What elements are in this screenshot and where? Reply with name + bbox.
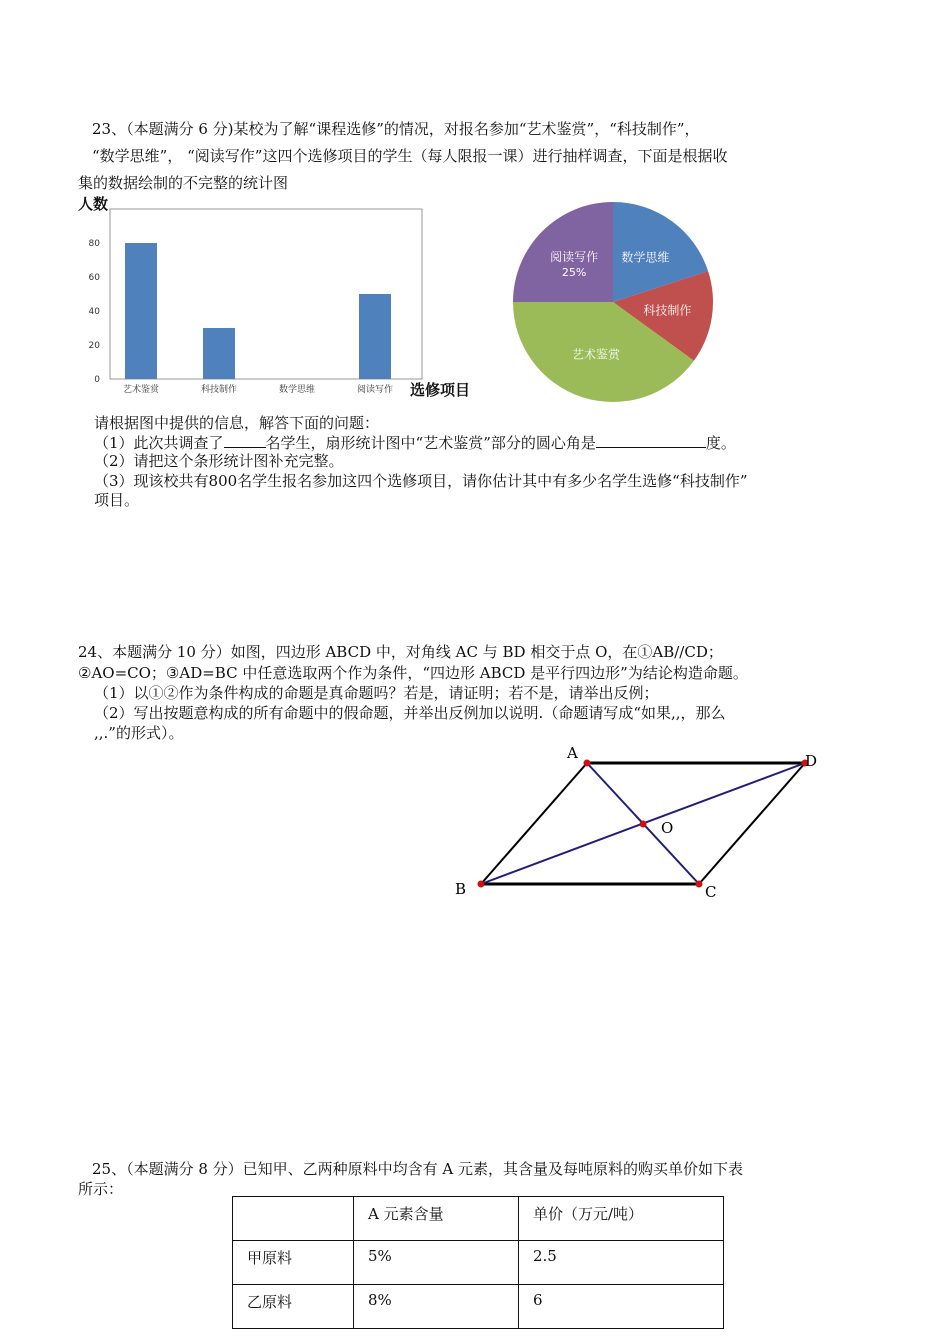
q24-line4: （2）写出按题意构成的所有命题中的假命题，并举出反例加以说明.（命题请写成“如果,,，那么 [94, 704, 726, 722]
bar-3 [359, 294, 391, 379]
bar-chart-ytick-label: 40 [88, 307, 100, 317]
q23-sub1-c: 度。 [705, 434, 736, 452]
bar-chart-yticks [89, 239, 101, 385]
answer-blank-angle[interactable] [596, 433, 706, 448]
bar-chart-ytick-label: 0 [94, 375, 100, 385]
table-cell: 甲原料 [233, 1241, 354, 1285]
label-a: A [567, 744, 578, 762]
table-cell: 2.5 [519, 1241, 724, 1285]
q23-sub1-a: （1）此次共调查了 [94, 434, 224, 452]
pie-label-0: 数学思维 [621, 250, 670, 265]
label-d: D [805, 752, 818, 770]
q24-line5: ,,.”的形式）。 [94, 724, 184, 742]
pie-label-3: 阅读写作 [550, 250, 599, 265]
table-header-cell: A 元素含量 [354, 1197, 519, 1241]
pie-label-2: 艺术鉴赏 [571, 347, 621, 362]
bar-chart-ytick-label: 80 [88, 239, 100, 249]
bar-chart-bars [125, 243, 391, 379]
q23-line1: 23、（本题满分 6 分)某校为了解“课程选修”的情况，对报名参加“艺术鉴赏”，“科技制作”， [92, 120, 700, 138]
point-b [478, 881, 485, 888]
bar-chart-ytick-label: 60 [88, 273, 100, 283]
table-header-cell [233, 1197, 354, 1241]
q23-prompt: 请根据图中提供的信息，解答下面的问题： [94, 414, 380, 432]
q23-sub2: （2）请把这个条形统计图补充完整。 [94, 452, 344, 470]
parallelogram-figure [445, 738, 835, 908]
q24-line2: ②AO=CO；③AD=BC 中任意选取两个作为条件，“四边形 ABCD 是平行四边形”为结论构造命题。 [78, 664, 748, 682]
pie-chart [505, 200, 725, 405]
bar-chart-xtick-label: 数学思维 [278, 385, 316, 395]
bar-0 [125, 243, 157, 379]
q23-line2: “数学思维”， “阅读写作”这四个选修项目的学生（每人限报一课）进行抽样调查，下面是根据收 [92, 147, 728, 165]
point-c [696, 881, 703, 888]
bar-chart-xtick-label: 科技制作 [200, 385, 238, 395]
bar-chart-ylabel: 人数 [78, 195, 109, 213]
label-b: B [455, 880, 467, 898]
table-cell: 6 [519, 1285, 724, 1329]
q23-sub1-b: 名学生，扇形统计图中“艺术鉴赏”部分的圆心角是 [265, 434, 596, 452]
pie-chart-slices [513, 202, 713, 402]
bar-chart-xticks [123, 383, 393, 395]
q23-sub3-a: （3）现该校共有800名学生报名参加这四个选修项目，请你估计其中有多少名学生选修“科技制作” [94, 472, 748, 490]
bar-chart-ytick-label: 20 [88, 341, 100, 351]
edge-cd [699, 763, 805, 884]
table-header-cell: 单价（万元/吨） [519, 1197, 724, 1241]
q24-line3: （1）以①②作为条件构成的命题是真命题吗？若是，请证明；若不是，请举出反例； [94, 684, 659, 702]
answer-blank-count[interactable] [224, 433, 266, 448]
bar-chart-xtick-label: 艺术鉴赏 [122, 385, 160, 395]
point-o [640, 821, 647, 828]
q23-sub1 [94, 433, 736, 452]
label-o: O [661, 819, 674, 837]
q25-line2: 所示： [78, 1180, 124, 1198]
materials-table [232, 1196, 724, 1329]
point-a [584, 760, 591, 767]
table-header-row [233, 1197, 724, 1241]
table-row [233, 1285, 724, 1329]
q25-line1: 25、（本题满分 8 分）已知甲、乙两种原料中均含有 A 元素，其含量及每吨原料的购买单价如下表 [92, 1160, 744, 1178]
bar-1 [203, 328, 235, 379]
label-c: C [705, 883, 717, 901]
table-cell: 5% [354, 1241, 519, 1285]
q23-sub3-b: 项目。 [94, 491, 140, 509]
bar-chart [70, 190, 490, 405]
bar-chart-xlabel: 选修项目 [410, 381, 471, 399]
q23-line3: 集的数据绘制的不完整的统计图 [78, 174, 289, 192]
bar-chart-xtick-label: 阅读写作 [356, 385, 394, 395]
edge-ab [481, 763, 587, 884]
q24-line1: 24、本题满分 10 分）如图，四边形 ABCD 中，对角线 AC 与 BD 相交于点 O，在①AB//CD； [78, 643, 723, 661]
pie-label-1: 科技制作 [643, 303, 692, 318]
pie-value-3: 25% [561, 266, 587, 280]
table-cell: 8% [354, 1285, 519, 1329]
table-cell: 乙原料 [233, 1285, 354, 1329]
table-row [233, 1241, 724, 1285]
